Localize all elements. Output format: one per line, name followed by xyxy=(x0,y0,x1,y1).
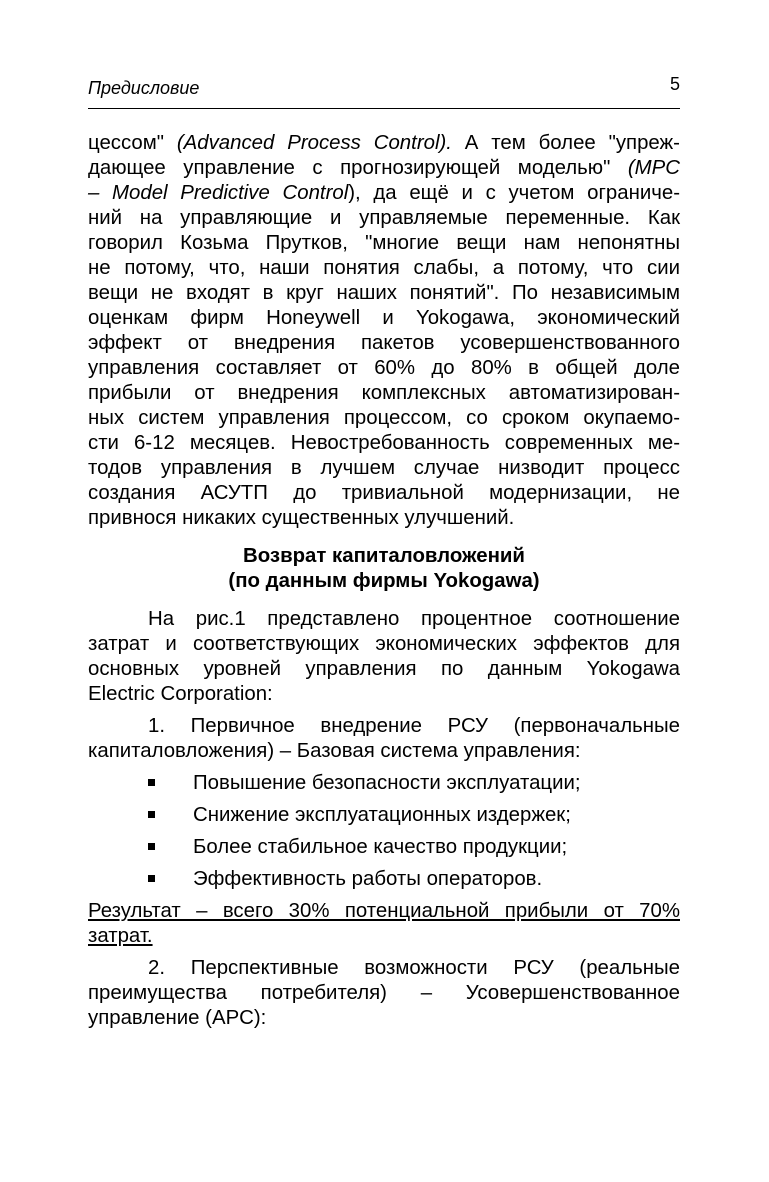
page-number: 5 xyxy=(669,74,680,94)
header-title: Предисловие xyxy=(88,78,200,98)
text-line: тодов управления в лучшем случае низводит процесс xyxy=(88,457,680,479)
text-line: не потому, что, наши понятия слабы, а потому, что сии xyxy=(88,257,680,279)
text-line: прибыли от внедрения комплексных автоматизирован- xyxy=(88,382,680,404)
text-line: говорил Козьма Прутков, "многие вещи нам непонятны xyxy=(88,232,680,254)
running-header xyxy=(88,74,680,109)
bullet-marker xyxy=(148,779,155,786)
text-line: сти 6-12 месяцев. Невостребованность современных ме- xyxy=(88,432,680,454)
text-line: 2. Перспективные возможности РСУ (реальные xyxy=(148,957,680,979)
text-line: управления составляет от 60% до 80% в общей доле xyxy=(88,357,680,379)
text-line: Результат – всего 30% потенциальной прибыли от 70% xyxy=(88,900,680,922)
text-line: 1. Первичное внедрение РСУ (первоначальные xyxy=(148,715,680,737)
text-line: оценкам фирм Honeywell и Yokogawa, экономический xyxy=(88,307,680,329)
text-line: ных систем управления процессом, со сроком окупаемо- xyxy=(88,407,680,429)
text-line: преимущества потребителя) – Усовершенствованное xyxy=(88,982,680,1004)
bullet-marker xyxy=(148,843,155,850)
bullet-marker xyxy=(148,875,155,882)
heading-line: (по данным фирмы Yokogawa) xyxy=(228,570,540,592)
text-line: Electric Corporation: xyxy=(88,683,273,705)
text-line: капиталовложения) – Базовая система управления: xyxy=(88,740,581,762)
text-line: цессом" (Advanced Process Control). А тем более "упреж- xyxy=(88,132,680,154)
text-line: На рис.1 представлено процентное соотношение xyxy=(148,608,680,630)
text-line: затрат и соответствующих экономических эффектов для xyxy=(88,633,680,655)
heading-line: Возврат капиталовложений xyxy=(243,545,525,567)
text-line: вещи не входят в круг наших понятий". По независимым xyxy=(88,282,680,304)
text-line: основных уровней управления по данным Yokogawa xyxy=(88,658,680,680)
text-line: – Model Predictive Control), да ещё и с учетом ограниче- xyxy=(88,182,680,204)
text-line: затрат. xyxy=(88,925,153,947)
bullet-marker xyxy=(148,811,155,818)
text-line: дающее управление с прогнозирующей моделью" (MPC xyxy=(88,157,680,179)
text-line: управление (APC): xyxy=(88,1007,267,1029)
text-line: ний на управляющие и управляемые переменные. Как xyxy=(88,207,680,229)
text-line: создания АСУТП до тривиальной модернизации, не xyxy=(88,482,680,504)
text-line: привнося никаких существенных улучшений. xyxy=(88,507,515,529)
text-line: эффект от внедрения пакетов усовершенствованного xyxy=(88,332,680,354)
